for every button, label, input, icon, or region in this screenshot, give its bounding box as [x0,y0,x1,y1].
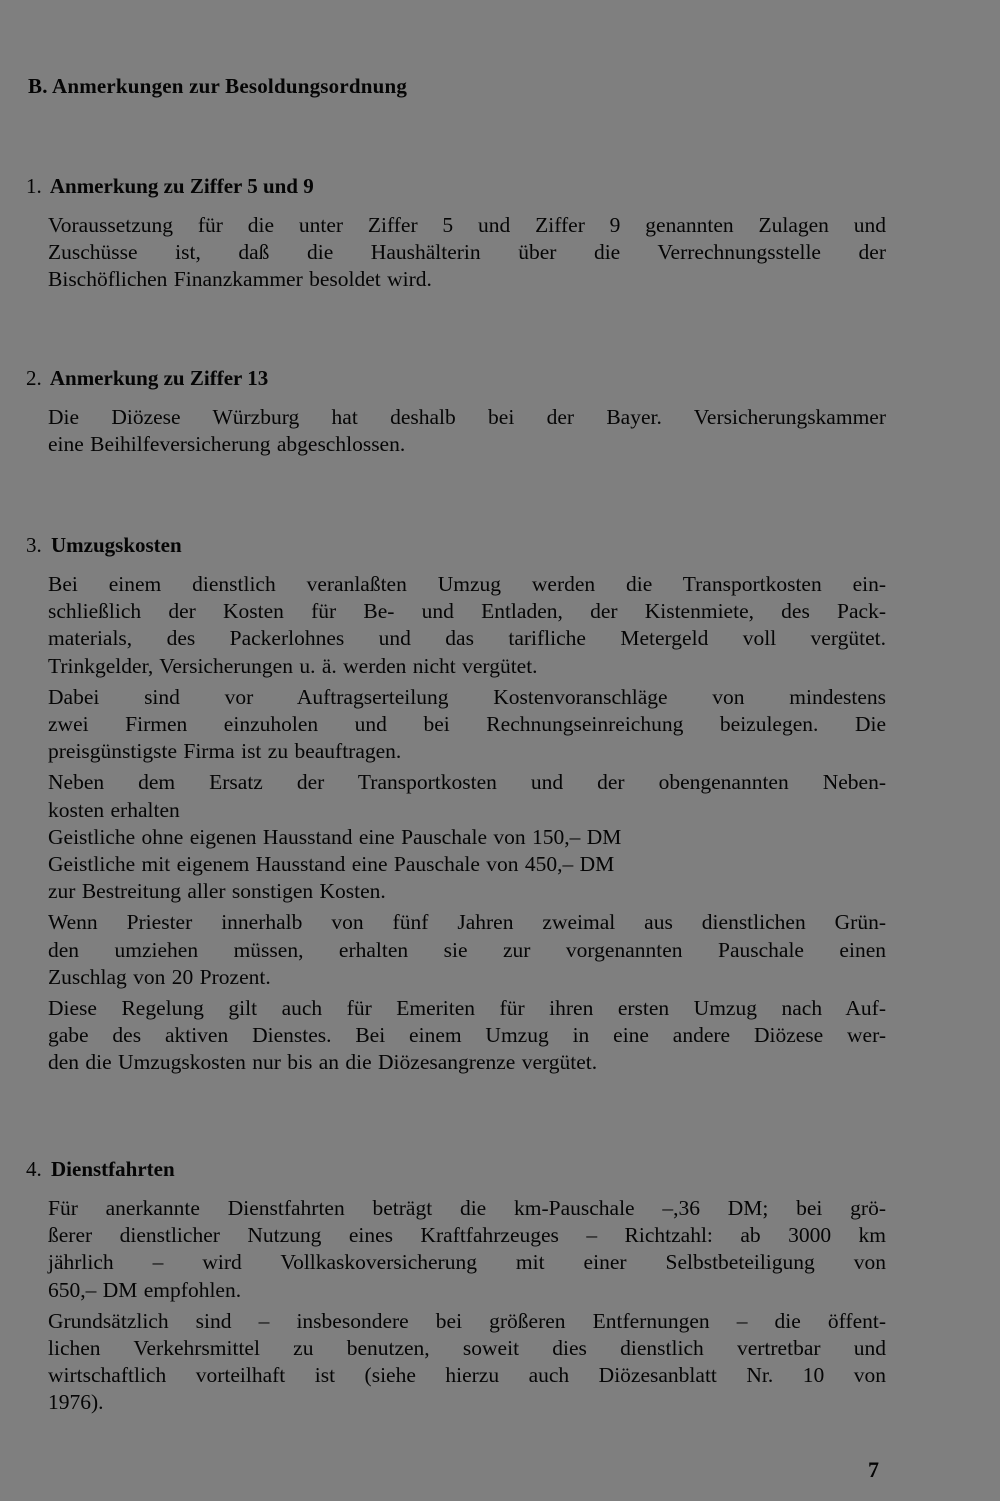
section-title-text: Umzugskosten [51,533,182,557]
text-line: jährlich – wird Vollkaskoversicherung mit einer Selbstbeteiligung von [48,1250,886,1275]
section-title [26,364,886,392]
section-2 [26,364,886,462]
text-line: Bischöflichen Finanzkammer besoldet wird. [48,267,432,292]
section-1 [26,172,886,298]
text-line: Dabei sind vor Auftragserteilung Kostenvoranschläge von mindestens [48,684,886,709]
section-number: 2. [26,366,42,390]
page-heading: B. Anmerkungen zur Besoldungsordnung [28,74,408,98]
section-number: 3. [26,533,42,557]
paragraph [48,995,886,1077]
text-line: Voraussetzung für die unter Ziffer 5 und Ziffer 9 genannten Zulagen und [48,213,886,237]
paragraph [48,212,886,294]
text-line: Für anerkannte Dienstfahrten beträgt die km-Pauschale –,36 DM; bei grö- [48,1196,886,1220]
text-line: den umziehen müssen, erhalten sie zur vorgenannten Pauschale einen [48,937,886,962]
text-line: Diese Regelung gilt auch für Emeriten für ihren ersten Umzug nach Auf- [48,996,886,1021]
text-line: kosten erhalten [48,797,180,822]
section-title-text: Anmerkung zu Ziffer 13 [49,366,269,390]
section-title [26,172,886,200]
section-3 [26,531,886,1081]
text-line: preisgünstigste Firma ist zu beauftragen. [48,739,402,764]
text-line: Bei einem dienstlich veranlaßten Umzug werden die Transportkosten ein- [48,572,886,596]
text-line: 1976). [48,1390,104,1415]
text-line: zwei Firmen einzuholen und bei Rechnungseinreichung beizulegen. Die [48,712,886,737]
text-line: den die Umzugskosten nur bis an die Diözesangrenze vergütet. [48,1050,598,1075]
text-line: gabe des aktiven Dienstes. Bei einem Umzug in eine andere Diözese wer- [48,1023,886,1048]
page-number: 7 [868,1457,879,1482]
text-line: zur Bestreitung aller sonstigen Kosten. [48,879,386,904]
text-line: Grundsätzlich sind – insbesondere bei größeren Entfernungen – die öffent- [48,1308,886,1333]
text-line: schließlich der Kosten für Be- und Entladen, der Kistenmiete, des Pack- [48,599,886,624]
text-line: 650,– DM empfohlen. [48,1277,242,1302]
text-line: lichen Verkehrsmittel zu benutzen, soweit dies dienstlich vertretbar und [48,1336,886,1361]
section-title [26,531,886,559]
text-line: Trinkgelder, Versicherungen u. ä. werden nicht vergütet. [48,653,538,678]
text-line: Wenn Priester innerhalb von fünf Jahren zweimal aus dienstlichen Grün- [48,910,886,935]
text-line: Zuschlag von 20 Prozent. [48,964,271,989]
section-number: 1. [26,174,42,198]
section-title-text: Anmerkung zu Ziffer 5 und 9 [49,174,314,198]
section-4 [26,1155,886,1421]
text-line: eine Beihilfeversicherung abgeschlossen. [48,432,406,457]
paragraph [48,404,886,458]
paragraph [48,769,886,905]
text-line: materials, des Packerlohnes und das tarifliche Metergeld voll vergütet. [48,626,886,651]
section-title-text: Dienstfahrten [51,1157,175,1181]
text-line: wirtschaftlich vorteilhaft ist (siehe hierzu auch Diözesanblatt Nr. 10 von [48,1363,886,1388]
text-line: Geistliche ohne eigenen Hausstand eine Pauschale von 150,– DM [48,824,622,849]
text-line: Neben dem Ersatz der Transportkosten und der obengenannten Neben- [48,770,886,795]
section-number: 4. [26,1157,42,1181]
paragraph [48,909,886,991]
text-line: Die Diözese Würzburg hat deshalb bei der Bayer. Versicherungskammer [48,405,886,429]
paragraph [48,684,886,766]
paragraph [48,1195,886,1304]
section-title [26,1155,886,1183]
paragraph [48,1308,886,1417]
paragraph [48,571,886,680]
text-line: ßerer dienstlicher Nutzung eines Kraftfahrzeuges – Richtzahl: ab 3000 km [48,1223,886,1248]
text-line: Geistliche mit eigenem Hausstand eine Pauschale von 450,– DM [48,852,615,877]
text-line: Zuschüsse ist, daß die Haushälterin über die Verrechnungsstelle der [48,240,886,265]
